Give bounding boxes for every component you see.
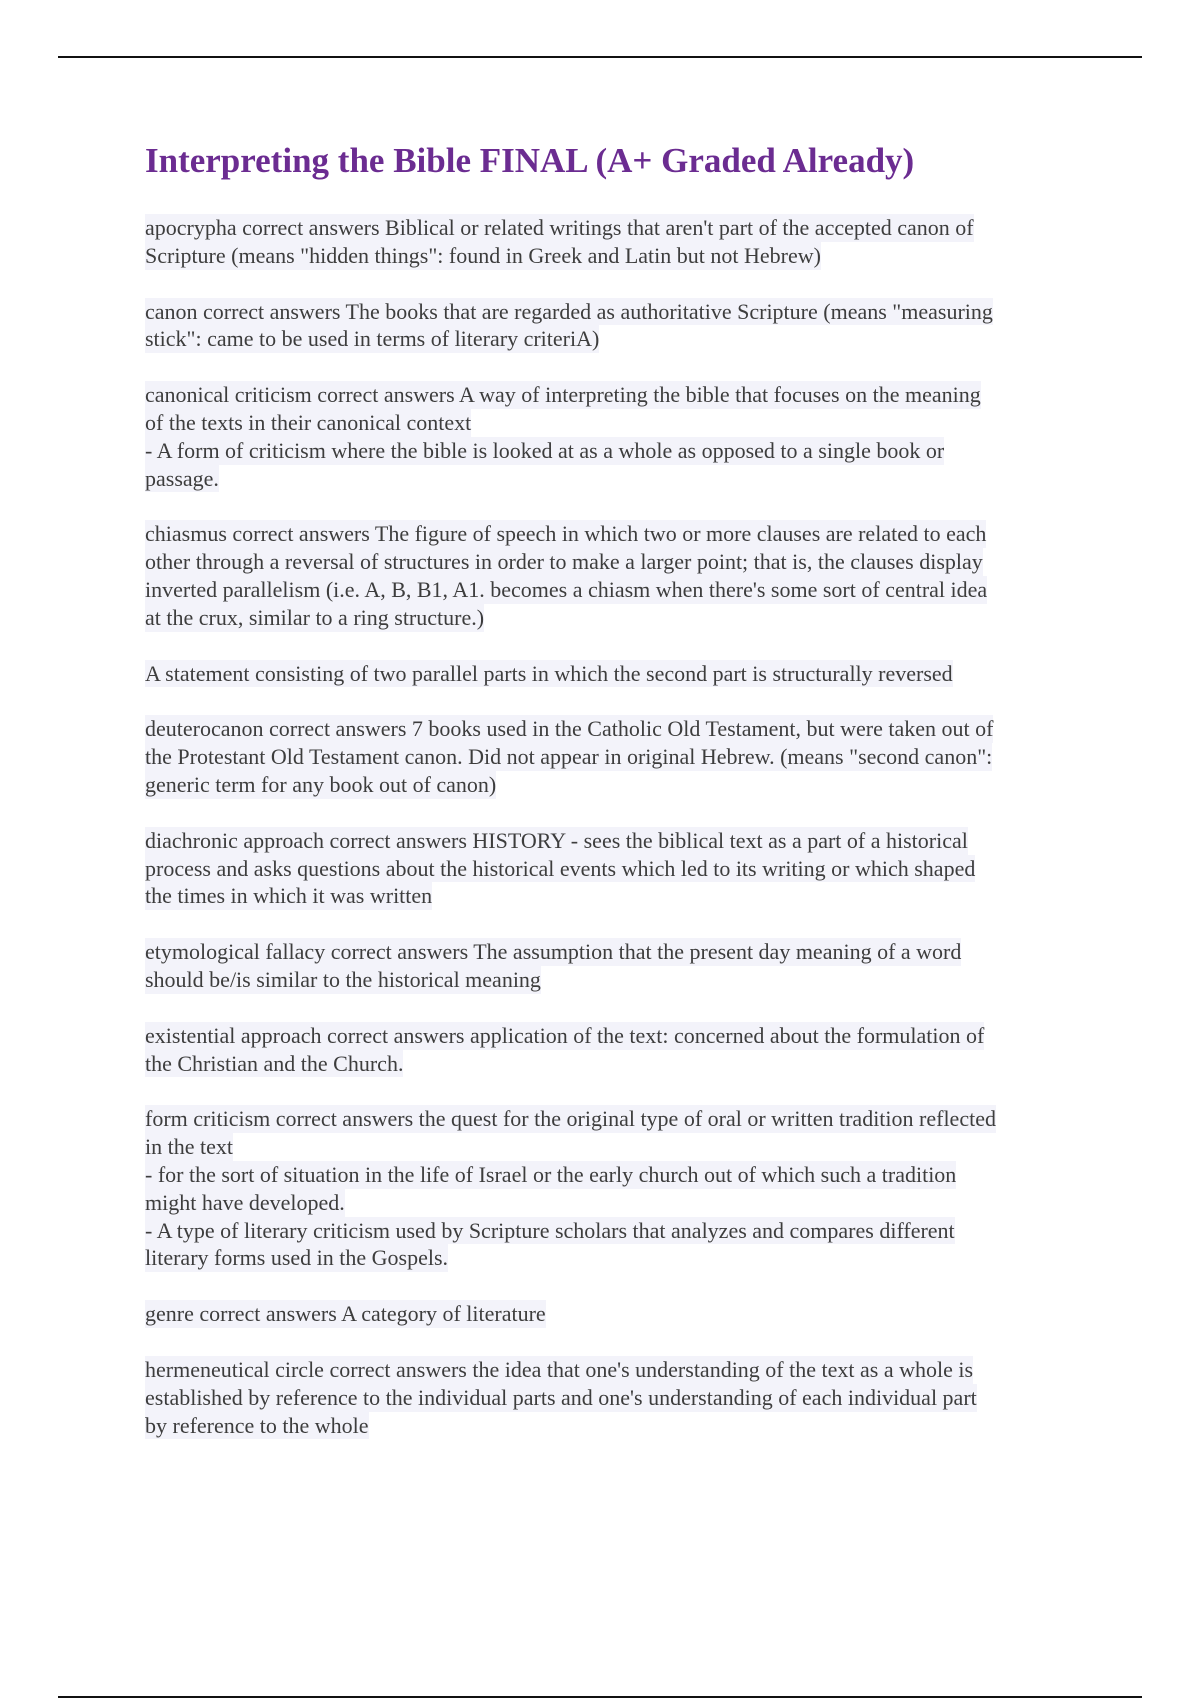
entry-line: in the text [145,1134,233,1160]
entry-line: Scripture (means "hidden things": found in Greek and Latin but not Hebrew) [145,242,821,268]
entry-line: inverted parallelism (i.e. A, B, B1, A1. becomes a chiasm when there's some sort of central idea [145,576,988,602]
entry-line: apocrypha correct answers Biblical or related writings that aren't part of the accepted canon of [145,215,974,240]
entry-line: stick": came to be used in terms of literary criteriA) [145,326,600,352]
entry-chiasmus-statement [145,660,1085,688]
entry-line: diachronic approach correct answers HISTORY - sees the biblical text as a part of a historical [145,827,968,853]
entry-line: other through a reversal of structures in order to make a larger point; that is, the clauses display [145,549,983,575]
entry-line: A statement consisting of two parallel parts in which the second part is structurally reversed [145,660,953,686]
entry-line: should be/is similar to the historical meaning [145,966,541,992]
entry-line: of the texts in their canonical context [145,409,472,435]
entry-line: established by reference to the individual parts and one's understanding of each individual part [145,1384,977,1410]
entry-line: the Christian and the Church. [145,1050,404,1076]
page-title: Interpreting the Bible FINAL (A+ Graded Already) [145,141,915,180]
entries-list [145,214,1085,1467]
entry-line: might have developed. [145,1189,345,1215]
entry-line: generic term for any book out of canon) [145,771,497,797]
entry-canonical-criticism [145,381,1085,492]
entry-line: at the crux, similar to a ring structure.) [145,604,485,630]
entry-line: existential approach correct answers application of the text: concerned about the formulation of [145,1022,985,1048]
entry-line: passage. [145,465,219,491]
entry-line: genre correct answers A category of literature [145,1301,546,1327]
entry-line: the times in which it was written [145,883,433,909]
entry-apocrypha [145,214,1085,270]
entry-line: etymological fallacy correct answers The assumption that the present day meaning of a word [145,939,962,965]
entry-line: deuterocanon correct answers 7 books used in the Catholic Old Testament, but were taken out of [145,716,994,742]
entry-line: - A form of criticism where the bible is looked at as a whole as opposed to a single book or [145,437,945,463]
entry-existential-approach [145,1022,1085,1078]
entry-line: hermeneutical circle correct answers the idea that one's understanding of the text as a whole is [145,1356,974,1382]
header-rule [58,56,1142,58]
entry-form-criticism [145,1105,1085,1272]
entry-line: literary forms used in the Gospels. [145,1245,449,1271]
entry-genre [145,1300,1085,1328]
entry-deuterocanon [145,715,1085,798]
entry-line: form criticism correct answers the quest for the original type of oral or written tradition reflected [145,1106,996,1132]
entry-canon [145,298,1085,354]
entry-line: - A type of literary criticism used by Scripture scholars that analyzes and compares different [145,1217,955,1243]
entry-diachronic-approach [145,827,1085,910]
entry-line: canon correct answers The books that are regarded as authoritative Scripture (means "measuring [145,298,993,324]
entry-chiasmus [145,520,1085,631]
entry-hermeneutical-circle [145,1356,1085,1439]
entry-line: canonical criticism correct answers A way of interpreting the bible that focuses on the meaning [145,382,981,408]
entry-etymological-fallacy [145,938,1085,994]
entry-line: chiasmus correct answers The figure of speech in which two or more clauses are related to each [145,521,987,547]
entry-line: by reference to the whole [145,1412,369,1438]
entry-line: - for the sort of situation in the life of Israel or the early church out of which such a tradition [145,1161,957,1187]
entry-line: process and asks questions about the historical events which led to its writing or which shaped [145,855,976,881]
footer-rule [58,1696,1142,1698]
entry-line: the Protestant Old Testament canon. Did not appear in original Hebrew. (means "second canon": [145,744,993,770]
